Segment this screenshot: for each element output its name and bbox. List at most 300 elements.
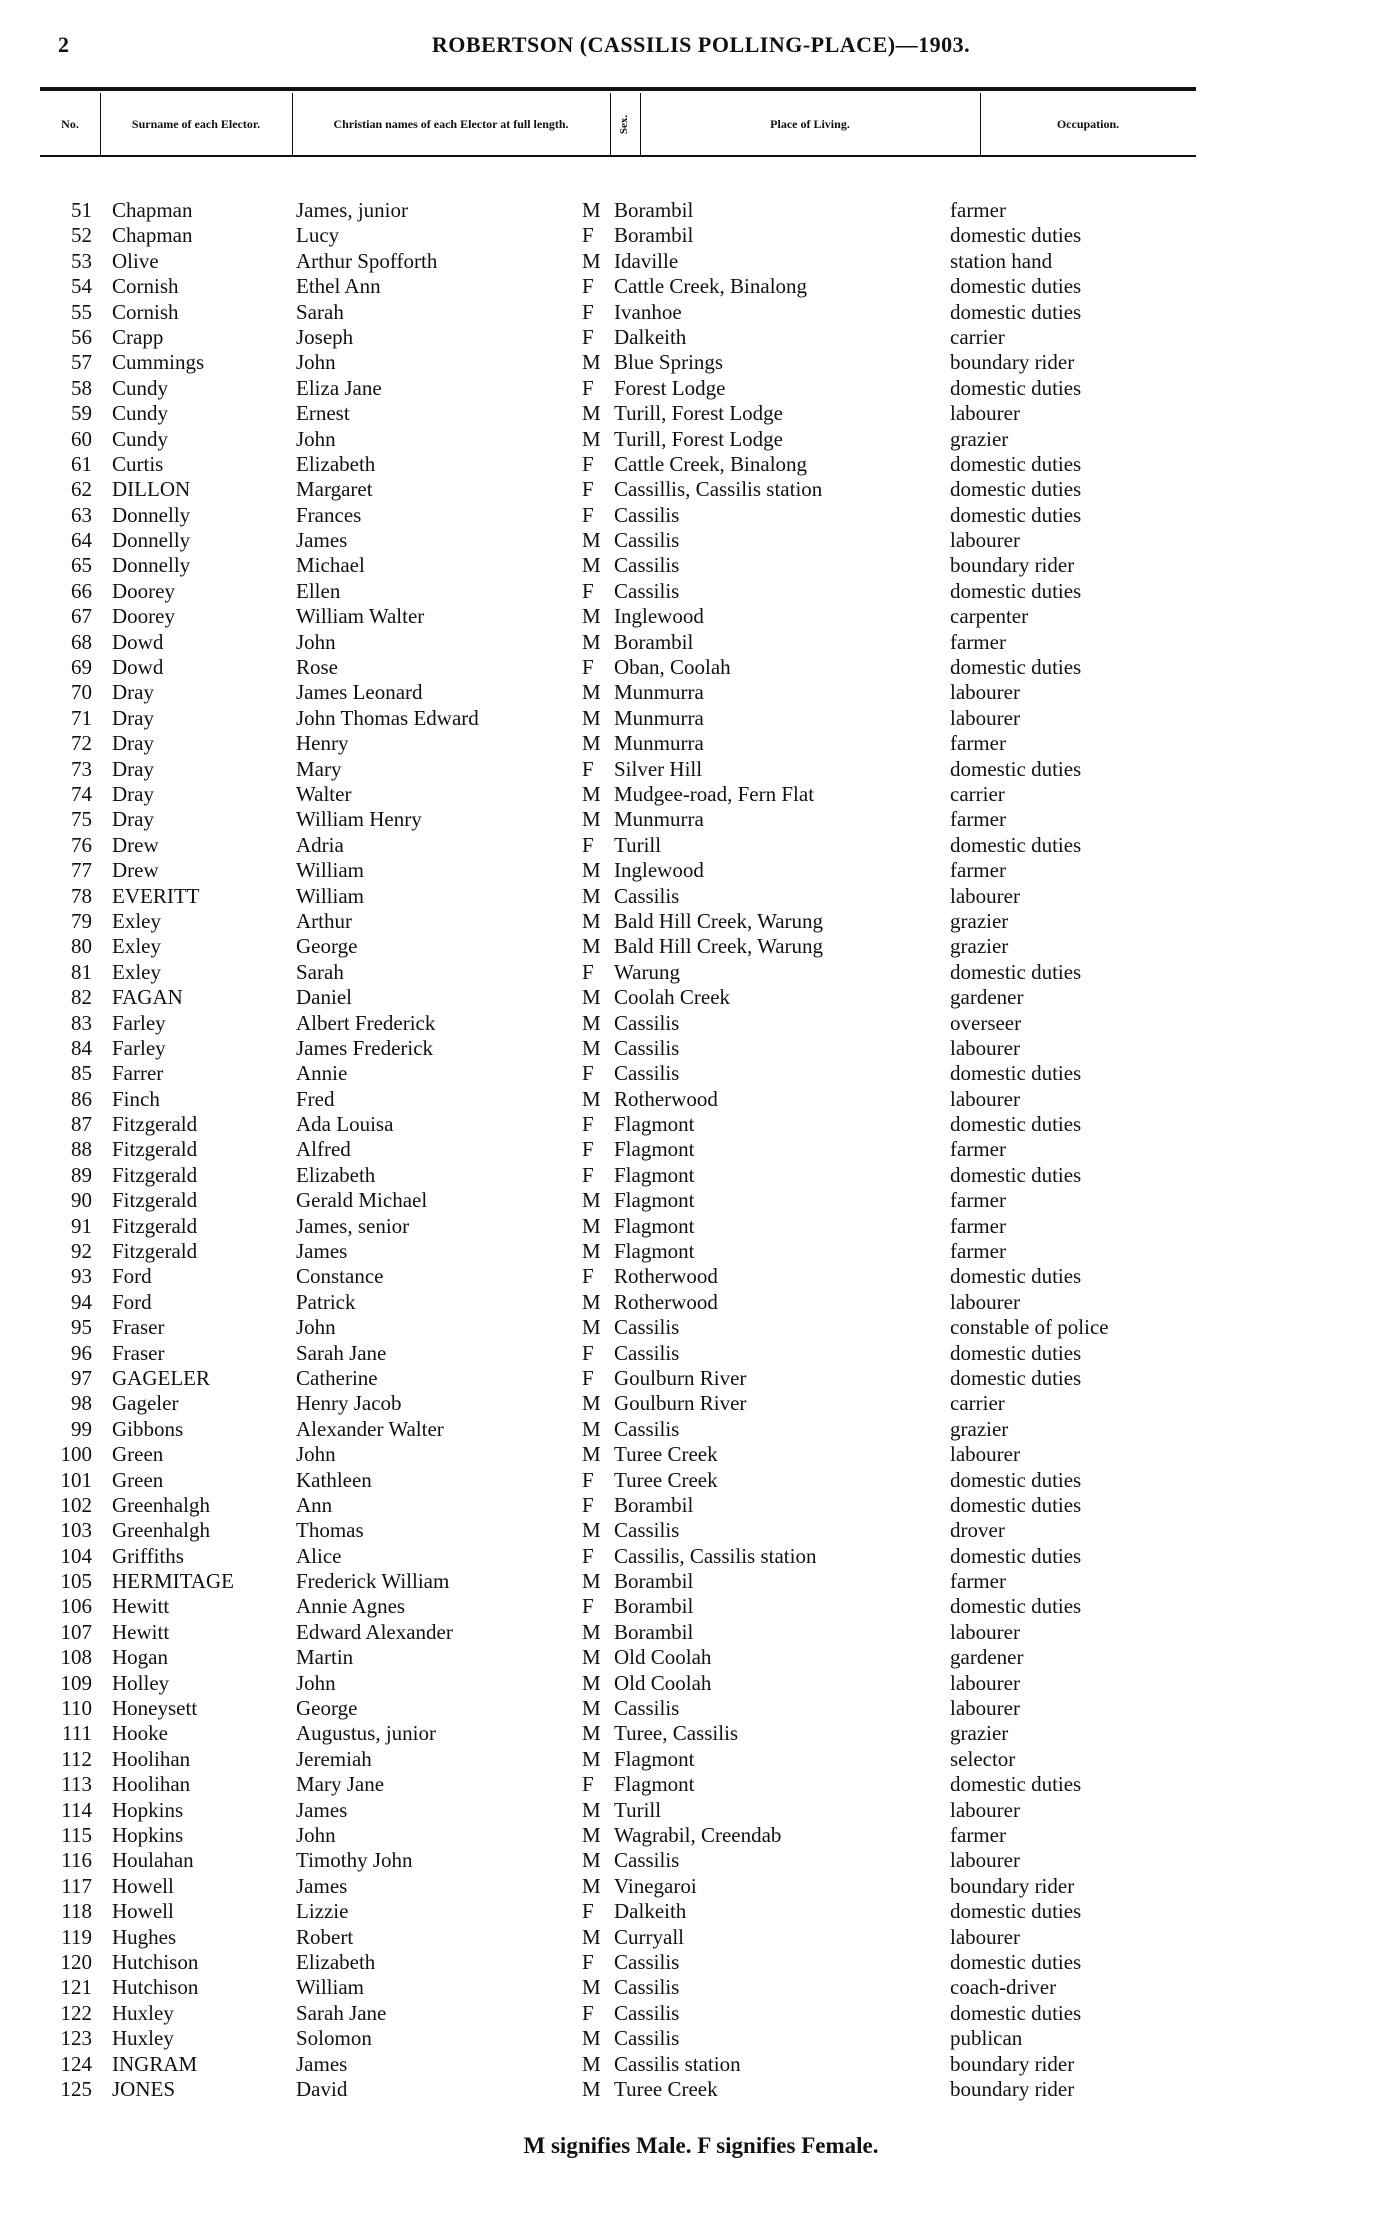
table-row: [0, 1848, 1382, 1873]
table-row: [0, 452, 1382, 477]
elector-occupation: farmer: [950, 198, 1006, 222]
elector-number: 112: [61, 1746, 92, 1771]
elector-sex: F: [582, 655, 594, 680]
elector-sex: F: [582, 1365, 594, 1390]
elector-christian-names: John: [296, 629, 336, 654]
table-row: [0, 1798, 1382, 1823]
elector-place-of-living: Ivanhoe: [614, 299, 682, 324]
elector-number: 69: [71, 655, 92, 680]
elector-christian-names: Margaret: [296, 477, 373, 502]
elector-number: 90: [71, 1188, 92, 1213]
elector-sex: M: [582, 528, 601, 553]
elector-christian-names: Catherine: [296, 1365, 378, 1390]
elector-place-of-living: Flagmont: [614, 1112, 695, 1137]
table-row: [0, 1518, 1382, 1543]
elector-rows: [0, 198, 1382, 2102]
elector-surname: Fitzgerald: [112, 1239, 198, 1264]
table-row: [0, 274, 1382, 299]
elector-sex: M: [582, 1518, 601, 1543]
table-row: [0, 1214, 1382, 1239]
elector-christian-names: James: [296, 528, 348, 553]
elector-sex: M: [582, 705, 601, 730]
elector-occupation: domestic duties: [950, 375, 1082, 400]
elector-number: 75: [71, 807, 92, 832]
elector-surname: Dowd: [112, 655, 164, 680]
elector-christian-names: Robert: [296, 1924, 354, 1949]
elector-number: 67: [71, 604, 92, 629]
table-row: [0, 2077, 1382, 2102]
elector-sex: M: [582, 781, 601, 806]
table-row: [0, 680, 1382, 705]
elector-place-of-living: Flagmont: [614, 1162, 695, 1187]
header-rule-bottom: [40, 155, 1196, 157]
elector-surname: GAGELER: [112, 1365, 210, 1390]
table-row: [0, 223, 1382, 248]
elector-place-of-living: Cassilis: [614, 1315, 680, 1340]
table-row: [0, 858, 1382, 883]
table-row: [0, 630, 1382, 655]
elector-place-of-living: Cassillis, Cassilis station: [614, 477, 823, 502]
elector-number: 119: [61, 1924, 92, 1949]
elector-place-of-living: Old Coolah: [614, 1645, 712, 1670]
elector-surname: Fitzgerald: [112, 1112, 198, 1137]
elector-christian-names: Arthur: [296, 908, 352, 933]
elector-occupation: domestic duties: [950, 274, 1082, 299]
elector-surname: JONES: [112, 2076, 176, 2101]
elector-number: 71: [71, 705, 92, 730]
elector-place-of-living: Borambil: [614, 1619, 694, 1644]
elector-sex: M: [582, 1619, 601, 1644]
elector-place-of-living: Cassilis: [614, 578, 680, 603]
elector-sex: M: [582, 1569, 601, 1594]
table-row: [0, 884, 1382, 909]
elector-occupation: domestic duties: [950, 1492, 1082, 1517]
elector-number: 93: [71, 1264, 92, 1289]
elector-surname: Hutchison: [112, 1975, 199, 2000]
elector-place-of-living: Turill, Forest Lodge: [614, 401, 783, 426]
table-row: [0, 1137, 1382, 1162]
elector-occupation: farmer: [950, 1239, 1006, 1264]
elector-christian-names: Augustus, junior: [296, 1721, 437, 1746]
elector-place-of-living: Inglewood: [614, 604, 704, 629]
elector-occupation: domestic duties: [950, 1365, 1082, 1390]
elector-surname: Hooke: [112, 1721, 168, 1746]
elector-number: 98: [71, 1391, 92, 1416]
table-row: [0, 553, 1382, 578]
elector-number: 54: [71, 274, 92, 299]
elector-surname: Dray: [112, 756, 154, 781]
elector-sex: F: [582, 756, 594, 781]
elector-sex: M: [582, 985, 601, 1010]
elector-surname: Dray: [112, 807, 154, 832]
elector-occupation: carrier: [950, 1391, 1005, 1416]
elector-sex: M: [582, 401, 601, 426]
elector-place-of-living: Borambil: [614, 1492, 694, 1517]
elector-number: 114: [61, 1797, 92, 1822]
elector-occupation: farmer: [950, 731, 1006, 756]
elector-occupation: labourer: [950, 1086, 1020, 1111]
table-row: [0, 1087, 1382, 1112]
elector-place-of-living: Cassilis: [614, 1061, 680, 1086]
elector-place-of-living: Cassilis: [614, 2026, 680, 2051]
elector-sex: F: [582, 1137, 594, 1162]
header-sex: [610, 93, 640, 155]
table-row: [0, 1747, 1382, 1772]
elector-occupation: carrier: [950, 781, 1005, 806]
elector-surname: Exley: [112, 959, 161, 984]
elector-christian-names: David: [296, 2076, 348, 2101]
elector-christian-names: Michael: [296, 553, 365, 578]
elector-christian-names: Adria: [296, 832, 344, 857]
elector-sex: F: [582, 1162, 594, 1187]
elector-christian-names: Lucy: [296, 223, 340, 248]
elector-surname: Chapman: [112, 198, 193, 222]
elector-occupation: domestic duties: [950, 1949, 1082, 1974]
elector-occupation: overseer: [950, 1010, 1022, 1035]
elector-sex: F: [582, 1112, 594, 1137]
elector-sex: F: [582, 1264, 594, 1289]
elector-occupation: domestic duties: [950, 502, 1082, 527]
elector-place-of-living: Inglewood: [614, 858, 704, 883]
elector-occupation: farmer: [950, 1188, 1006, 1213]
elector-number: 91: [71, 1213, 92, 1238]
elector-christian-names: Arthur Spofforth: [296, 248, 438, 273]
elector-surname: Cummings: [112, 350, 205, 375]
table-row: [0, 985, 1382, 1010]
header-occupation: Occupation.: [1056, 116, 1120, 131]
elector-sex: M: [582, 629, 601, 654]
elector-number: 109: [60, 1670, 92, 1695]
elector-number: 100: [60, 1442, 92, 1467]
elector-place-of-living: Borambil: [614, 1594, 694, 1619]
elector-place-of-living: Borambil: [614, 629, 694, 654]
elector-sex: M: [582, 680, 601, 705]
elector-occupation: labourer: [950, 1035, 1020, 1060]
elector-place-of-living: Turee, Cassilis: [614, 1721, 739, 1746]
elector-christian-names: Elizabeth: [296, 1949, 376, 1974]
elector-sex: F: [582, 375, 594, 400]
elector-christian-names: Henry Jacob: [296, 1391, 402, 1416]
elector-number: 79: [71, 908, 92, 933]
elector-number: 68: [71, 629, 92, 654]
table-row: [0, 1823, 1382, 1848]
elector-occupation: domestic duties: [950, 299, 1082, 324]
table-row: [0, 325, 1382, 350]
elector-place-of-living: Cassilis, Cassilis station: [614, 1543, 817, 1568]
elector-number: 63: [71, 502, 92, 527]
table-row: [0, 427, 1382, 452]
elector-occupation: farmer: [950, 807, 1006, 832]
elector-occupation: domestic duties: [950, 578, 1082, 603]
elector-surname: Drew: [112, 832, 159, 857]
elector-surname: Cundy: [112, 401, 169, 426]
elector-place-of-living: Cattle Creek, Binalong: [614, 451, 808, 476]
elector-place-of-living: Turill: [614, 1797, 662, 1822]
elector-number: 110: [61, 1696, 92, 1721]
elector-sex: M: [582, 1721, 601, 1746]
elector-sex: M: [582, 1086, 601, 1111]
elector-occupation: domestic duties: [950, 1899, 1082, 1924]
elector-surname: Griffiths: [112, 1543, 184, 1568]
table-row: [0, 249, 1382, 274]
elector-number: 89: [71, 1162, 92, 1187]
table-row: [0, 706, 1382, 731]
elector-place-of-living: Cassilis: [614, 1416, 680, 1441]
elector-occupation: domestic duties: [950, 1162, 1082, 1187]
elector-number: 65: [71, 553, 92, 578]
elector-number: 60: [71, 426, 92, 451]
elector-occupation: domestic duties: [950, 959, 1082, 984]
elector-number: 78: [71, 883, 92, 908]
elector-place-of-living: Wagrabil, Creendab: [614, 1823, 782, 1847]
elector-surname: Greenhalgh: [112, 1492, 210, 1517]
elector-occupation: grazier: [950, 1721, 1009, 1746]
elector-surname: Cornish: [112, 274, 179, 299]
elector-christian-names: Ernest: [296, 401, 350, 426]
table-row: [0, 1696, 1382, 1721]
elector-place-of-living: Rotherwood: [614, 1086, 718, 1111]
table-row: [0, 1417, 1382, 1442]
elector-sex: M: [582, 1035, 601, 1060]
elector-occupation: labourer: [950, 1924, 1020, 1949]
elector-christian-names: Joseph: [296, 324, 354, 349]
elector-christian-names: Solomon: [296, 2026, 372, 2051]
elector-place-of-living: Cassilis: [614, 1848, 680, 1873]
elector-surname: Hogan: [112, 1645, 168, 1670]
elector-place-of-living: Flagmont: [614, 1188, 695, 1213]
elector-surname: Dray: [112, 705, 154, 730]
elector-christian-names: Ada Louisa: [296, 1112, 394, 1137]
table-row: [0, 1061, 1382, 1086]
elector-occupation: labourer: [950, 1289, 1020, 1314]
elector-number: 120: [60, 1949, 92, 1974]
elector-christian-names: Edward Alexander: [296, 1619, 453, 1644]
elector-christian-names: William Henry: [296, 807, 422, 832]
elector-surname: Hopkins: [112, 1823, 184, 1847]
elector-sex: M: [582, 1873, 601, 1898]
elector-occupation: labourer: [950, 883, 1020, 908]
elector-place-of-living: Flagmont: [614, 1746, 695, 1771]
elector-christian-names: James: [296, 1797, 348, 1822]
elector-sex: F: [582, 1543, 594, 1568]
table-row: [0, 477, 1382, 502]
elector-sex: M: [582, 934, 601, 959]
header-surname: Surname of each Elector.: [131, 116, 261, 131]
elector-number: 82: [71, 985, 92, 1010]
elector-number: 86: [71, 1086, 92, 1111]
elector-christian-names: Gerald Michael: [296, 1188, 428, 1213]
elector-place-of-living: Borambil: [614, 1569, 694, 1594]
elector-occupation: domestic duties: [950, 756, 1082, 781]
table-row: [0, 731, 1382, 756]
table-row: [0, 604, 1382, 629]
table-row: [0, 1925, 1382, 1950]
elector-number: 105: [60, 1569, 92, 1594]
elector-sex: M: [582, 807, 601, 832]
elector-sex: M: [582, 604, 601, 629]
elector-christian-names: Albert Frederick: [296, 1010, 436, 1035]
elector-sex: M: [582, 1442, 601, 1467]
elector-place-of-living: Turee Creek: [614, 1442, 718, 1467]
table-row: [0, 2026, 1382, 2051]
elector-surname: Donnelly: [112, 502, 191, 527]
elector-christian-names: James: [296, 2051, 348, 2076]
elector-christian-names: Alexander Walter: [296, 1416, 444, 1441]
elector-occupation: domestic duties: [950, 451, 1082, 476]
elector-occupation: domestic duties: [950, 1543, 1082, 1568]
elector-number: 101: [60, 1467, 92, 1492]
elector-place-of-living: Borambil: [614, 198, 694, 222]
elector-christian-names: Ethel Ann: [296, 274, 381, 299]
elector-christian-names: Frederick William: [296, 1569, 450, 1594]
elector-sex: M: [582, 553, 601, 578]
elector-number: 116: [61, 1848, 92, 1873]
elector-place-of-living: Warung: [614, 959, 680, 984]
elector-surname: Hewitt: [112, 1594, 170, 1619]
elector-number: 64: [71, 528, 92, 553]
elector-sex: M: [582, 350, 601, 375]
table-row: [0, 1544, 1382, 1569]
elector-occupation: grazier: [950, 426, 1009, 451]
elector-surname: Houlahan: [112, 1848, 194, 1873]
elector-place-of-living: Munmurra: [614, 705, 704, 730]
table-row: [0, 1468, 1382, 1493]
elector-sex: M: [582, 1315, 601, 1340]
elector-sex: M: [582, 883, 601, 908]
elector-place-of-living: Vinegaroi: [614, 1873, 697, 1898]
elector-occupation: boundary rider: [950, 350, 1075, 375]
elector-place-of-living: Munmurra: [614, 807, 704, 832]
elector-place-of-living: Cassilis: [614, 883, 680, 908]
elector-christian-names: Frances: [296, 502, 362, 527]
elector-sex: F: [582, 1772, 594, 1797]
elector-christian-names: Thomas: [296, 1518, 364, 1543]
elector-occupation: domestic duties: [950, 832, 1082, 857]
table-row: [0, 833, 1382, 858]
elector-number: 51: [71, 198, 92, 222]
elector-christian-names: John: [296, 1670, 336, 1695]
elector-surname: Doorey: [112, 604, 175, 629]
elector-sex: F: [582, 1949, 594, 1974]
elector-surname: FAGAN: [112, 985, 183, 1010]
table-row: [0, 1290, 1382, 1315]
elector-sex: M: [582, 1645, 601, 1670]
elector-christian-names: Elizabeth: [296, 451, 376, 476]
elector-number: 59: [71, 401, 92, 426]
elector-occupation: labourer: [950, 1670, 1020, 1695]
elector-surname: Holley: [112, 1670, 170, 1695]
elector-number: 87: [71, 1112, 92, 1137]
table-row: [0, 1442, 1382, 1467]
elector-surname: Hoolihan: [112, 1772, 191, 1797]
elector-sex: F: [582, 1340, 594, 1365]
elector-occupation: gardener: [950, 1645, 1024, 1670]
elector-surname: Greenhalgh: [112, 1518, 210, 1543]
table-row: [0, 1315, 1382, 1340]
elector-occupation: farmer: [950, 1137, 1006, 1162]
elector-number: 95: [71, 1315, 92, 1340]
elector-place-of-living: Oban, Coolah: [614, 655, 731, 680]
elector-place-of-living: Coolah Creek: [614, 985, 731, 1010]
table-row: [0, 909, 1382, 934]
elector-christian-names: William Walter: [296, 604, 425, 629]
elector-sex: F: [582, 959, 594, 984]
elector-sex: F: [582, 1594, 594, 1619]
table-row: [0, 960, 1382, 985]
elector-number: 52: [71, 223, 92, 248]
elector-surname: Green: [112, 1467, 164, 1492]
elector-place-of-living: Blue Springs: [614, 350, 724, 375]
elector-christian-names: Walter: [296, 781, 352, 806]
elector-occupation: carpenter: [950, 604, 1029, 629]
elector-occupation: labourer: [950, 1442, 1020, 1467]
elector-number: 72: [71, 731, 92, 756]
elector-christian-names: Timothy John: [296, 1848, 413, 1873]
elector-number: 92: [71, 1239, 92, 1264]
elector-occupation: labourer: [950, 705, 1020, 730]
header-rule-top: [40, 87, 1196, 91]
elector-sex: M: [582, 1391, 601, 1416]
elector-place-of-living: Cassilis: [614, 502, 680, 527]
table-row: [0, 300, 1382, 325]
elector-number: 111: [62, 1721, 92, 1746]
table-row: [0, 2052, 1382, 2077]
elector-surname: Green: [112, 1442, 164, 1467]
elector-sex: F: [582, 2000, 594, 2025]
elector-christian-names: James Leonard: [296, 680, 423, 705]
elector-number: 97: [71, 1365, 92, 1390]
elector-occupation: domestic duties: [950, 1467, 1082, 1492]
elector-number: 104: [60, 1543, 92, 1568]
elector-occupation: grazier: [950, 1416, 1009, 1441]
elector-number: 55: [71, 299, 92, 324]
elector-place-of-living: Flagmont: [614, 1213, 695, 1238]
table-row: [0, 198, 1382, 223]
elector-occupation: labourer: [950, 401, 1020, 426]
elector-place-of-living: Turee Creek: [614, 2076, 718, 2101]
elector-occupation: selector: [950, 1746, 1016, 1771]
elector-sex: M: [582, 1746, 601, 1771]
header-sex-label: Sex.: [618, 114, 631, 134]
elector-surname: Hoolihan: [112, 1746, 191, 1771]
elector-place-of-living: Silver Hill: [614, 756, 703, 781]
table-row: [0, 1975, 1382, 2000]
elector-number: 62: [71, 477, 92, 502]
elector-sex: M: [582, 2051, 601, 2076]
elector-christian-names: Mary Jane: [296, 1772, 385, 1797]
elector-occupation: grazier: [950, 908, 1009, 933]
elector-christian-names: Elizabeth: [296, 1162, 376, 1187]
table-row: [0, 1950, 1382, 1975]
table-row: [0, 1391, 1382, 1416]
elector-occupation: gardener: [950, 985, 1024, 1010]
elector-christian-names: James: [296, 1873, 348, 1898]
elector-sex: M: [582, 1289, 601, 1314]
elector-christian-names: George: [296, 934, 358, 959]
elector-christian-names: John: [296, 1823, 336, 1847]
elector-place-of-living: Cassilis station: [614, 2051, 741, 2076]
elector-number: 77: [71, 858, 92, 883]
elector-occupation: publican: [950, 2026, 1023, 2051]
elector-occupation: labourer: [950, 1848, 1020, 1873]
elector-occupation: grazier: [950, 934, 1009, 959]
elector-surname: Gageler: [112, 1391, 179, 1416]
elector-number: 122: [60, 2000, 92, 2025]
elector-surname: Ford: [112, 1264, 152, 1289]
elector-number: 84: [71, 1035, 92, 1060]
elector-place-of-living: Dalkeith: [614, 1899, 687, 1924]
table-row: [0, 1036, 1382, 1061]
